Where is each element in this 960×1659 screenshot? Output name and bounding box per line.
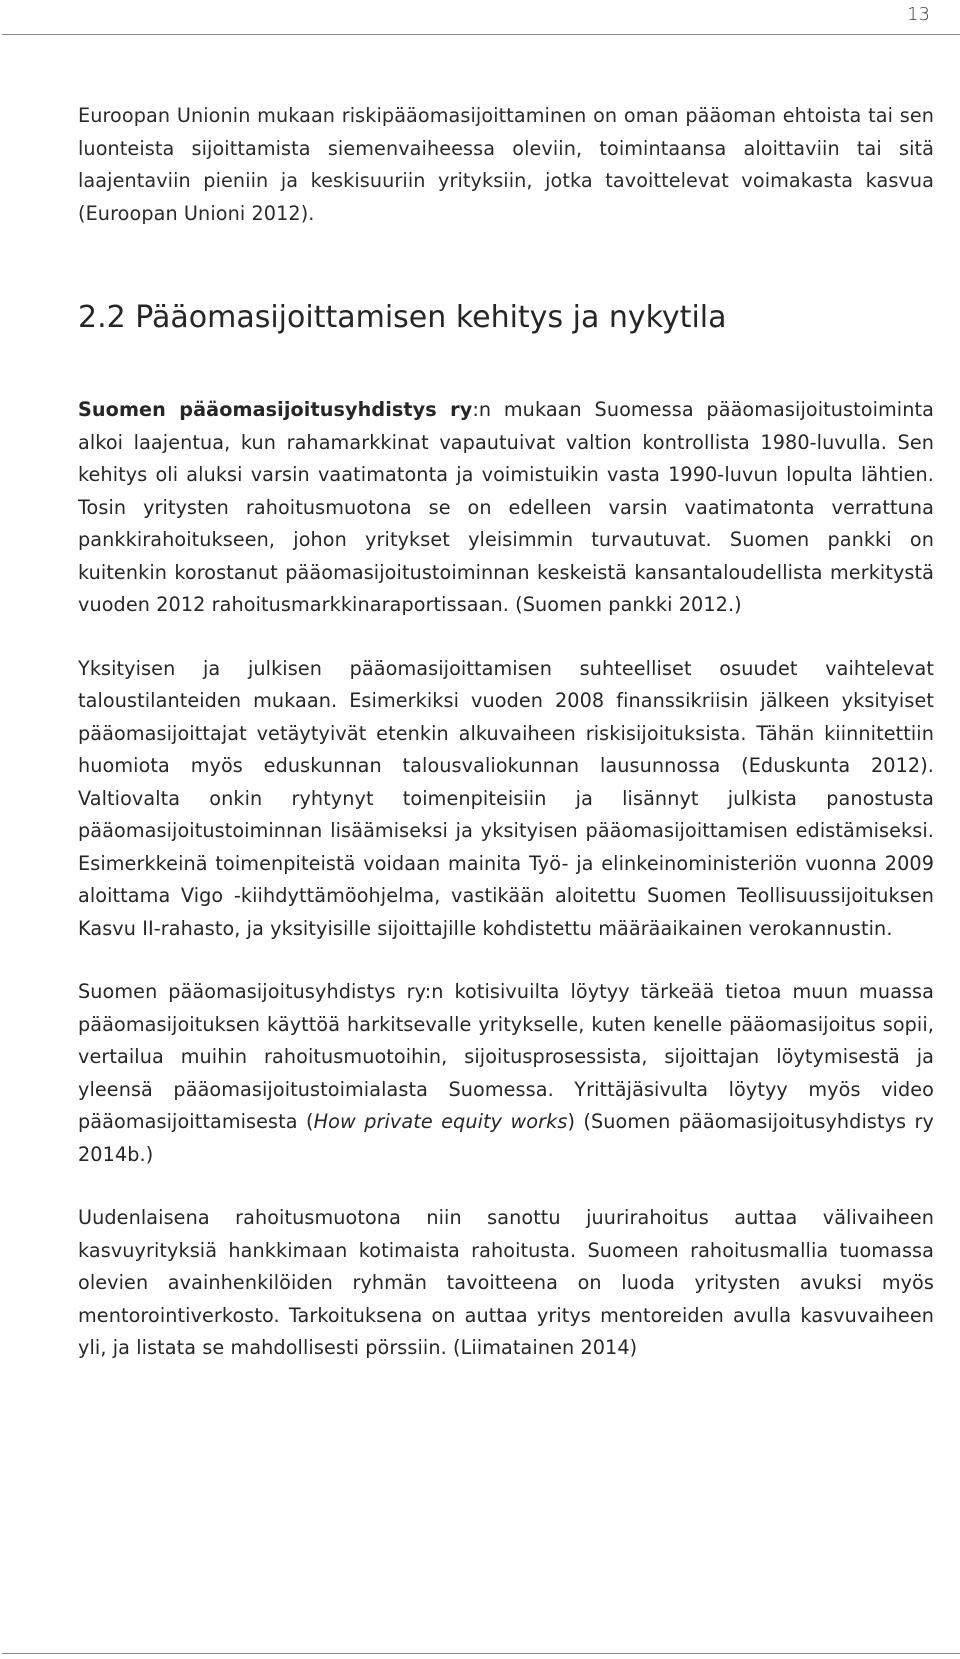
header-rule: [2, 34, 960, 35]
paragraph-4: Uudenlaisena rahoitusmuotona niin sanottu juurirahoitus auttaa välivaiheen kasvuyrityksiä hankkimaan kotimaista rahoitusta. Suomeen rahoitusmallia tuomassa olevien avainhenkilöiden ryhmän tavoitteena on luoda yritysten avuksi myös mentorointiverkosto. Tarkoituksena on auttaa yritys mentoreiden avulla kasvuvaiheen yli, ja listata se mahdollisesti pörssiin. (Liimatainen 2014): [78, 1206, 934, 1359]
paragraph-3: [78, 976, 934, 1171]
paragraph-3-after: ) (Suomen pääomasijoitusyhdistys ry 2014b.): [78, 1110, 934, 1166]
footer-rule: [2, 1653, 960, 1654]
section-body: [78, 394, 934, 1365]
intro-paragraph: Euroopan Unionin mukaan riskipääomasijoittaminen on oman pääoman ehtoista tai sen luonteista sijoittamista siemenvaiheessa oleviin, toimintaansa aloittaviin tai sitä laajentaviin pieniin ja keskisuuriin yrityksiin, jotka tavoittelevat voimakasta kasvua (Euroopan Unioni 2012).: [78, 104, 934, 225]
paragraph-2: Yksityisen ja julkisen pääomasijoittamisen suhteelliset osuudet vaihtelevat taloustilanteiden mukaan. Esimerkiksi vuoden 2008 finanssikriisin jälkeen yksityiset pääomasijoittajat vetäytyivät etenkin alkuvaiheen riskisijoituksista. Tähän kiinnitettiin huomiota myös eduskunnan talousvaliokunnan lausunnossa (Eduskunta 2012). Valtiovalta onkin ryhtynyt toimenpiteisiin ja lisännyt julkista panostusta pääomasijoitustoiminnan lisäämiseksi ja yksityisen pääomasijoittamisen edistämiseksi. Esimerkkeinä toimenpiteistä voidaan mainita Työ- ja elinkeinoministeriön vuonna 2009 aloittama Vigo -kiihdyttämöohjelma, vastikään aloitettu Suomen Teollisuussijoituksen Kasvu II-rahasto, ja yksityisille sijoittajille kohdistettu määräaikainen verokannustin.: [78, 656, 934, 940]
paragraph-3-italic: How private equity works: [313, 1110, 568, 1133]
paragraph-1-text: :n mukaan Suomessa pääomasijoitustoiminta alkoi laajentua, kun rahamarkkinat vapautuivat valtion kontrollista 1980-luvulla. Sen kehitys oli aluksi varsin vaatimatonta ja voimistuikin vasta 1990-luvun lopulta lähtien. Tosin yritysten rahoitusmuotona se on edelleen varsin vaatimatonta verrattuna pankkirahoitukseen, johon yritykset yleisimmin turvautuvat. Suomen pankki on kuitenkin korostanut pääomasijoitustoiminnan keskeistä kansantaloudellista merkitystä vuoden 2012 rahoitusmarkkinaraportissaan. (Suomen pankki 2012.): [78, 398, 934, 616]
document-body: [78, 100, 934, 1365]
paragraph-1-bold: Suomen pääomasijoitusyhdistys ry: [78, 398, 473, 421]
paragraph-1: [78, 394, 934, 622]
section-heading: 2.2 Pääomasijoittamisen kehitys ja nykytila: [78, 300, 727, 335]
page-number: 13: [907, 4, 930, 25]
paragraph-3-before: Suomen pääomasijoitusyhdistys ry:n kotisivuilta löytyy tärkeää tietoa muun muassa pääomasijoituksen käyttöä harkitsevalle yritykselle, kuten kenelle pääomasijoitus sopii, vertailua muihin rahoitusmuotoihin, sijoitusprosessista, sijoittajan löytymisestä ja yleensä pääomasijoitustoimialasta Suomessa. Yrittäjäsivulta löytyy myös video pääomasijoittamisesta (: [78, 980, 934, 1133]
